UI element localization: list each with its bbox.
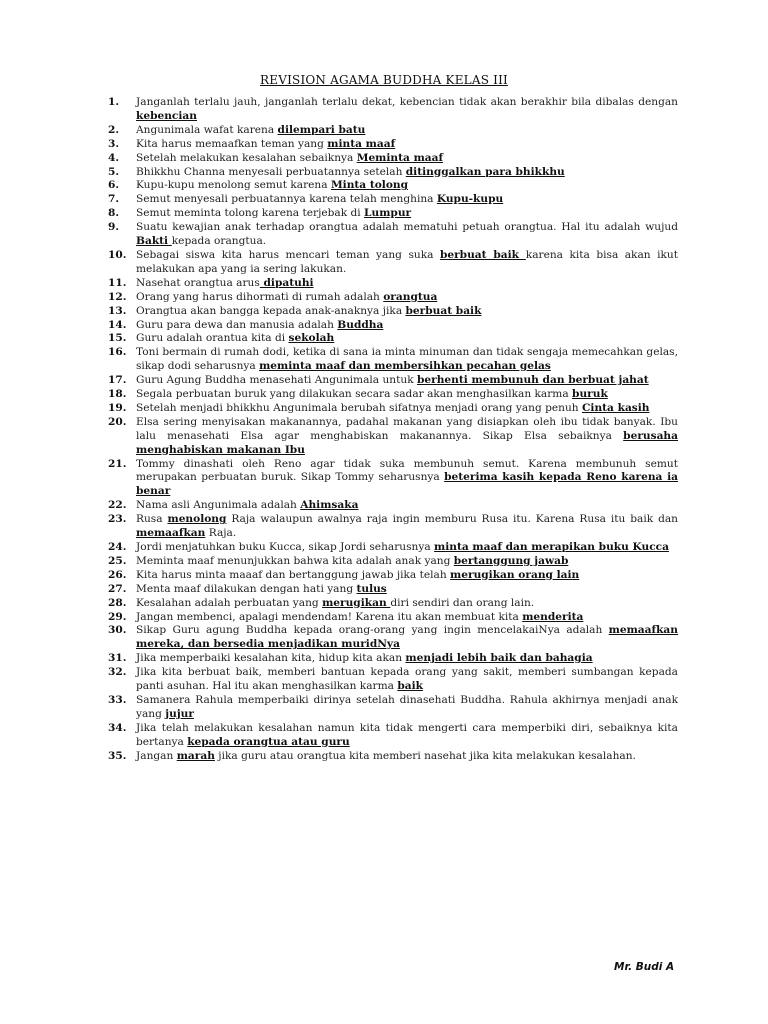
question-continuation: diri sendiri dan orang lain.: [390, 596, 535, 609]
answer-text: berbuat baik: [439, 248, 526, 261]
list-item: [108, 152, 678, 166]
question-continuation: karena kita bisa akan ikut melakukan apa yang ia sering lakukan.: [136, 248, 678, 275]
question-number: 24.: [108, 541, 127, 553]
question-number: 23.: [108, 513, 127, 526]
question-text: [136, 458, 678, 500]
question-prompt: Orangtua akan bangga kepada anak-anaknya jika: [136, 304, 406, 317]
question-text: [136, 207, 678, 221]
question-prompt: Kesalahan adalah perbuatan yang: [136, 596, 323, 609]
question-prompt: Guru para dewa dan manusia adalah: [136, 318, 338, 331]
question-text: [136, 611, 678, 625]
question-text: [136, 319, 678, 333]
question-number: 30.: [108, 624, 127, 637]
question-number: 31.: [108, 652, 127, 665]
question-continuation: jika guru atau orangtua kita memberi nasehat jika kita melakukan kesalahan.: [214, 749, 636, 762]
list-item: [108, 388, 678, 402]
question-number: 2.: [108, 123, 120, 136]
answer-text: baik: [397, 680, 423, 693]
answer-text: minta maaf dan merapikan buku Kucca: [434, 541, 669, 553]
question-number: 19.: [108, 401, 127, 414]
question-number: 29.: [108, 610, 127, 623]
answer-text: ditinggalkan para bhikkhu: [405, 165, 565, 178]
question-continuation: kepada orangtua.: [171, 235, 267, 248]
question-prompt: Nama asli Angunimala adalah: [136, 499, 301, 512]
answer-text: Lumpur: [364, 207, 412, 220]
question-text: [136, 221, 678, 249]
answer-text: Buddha: [337, 318, 384, 331]
question-prompt: Jordi menjatuhkan buku Kucca, sikap Jordi seharusnya: [136, 541, 435, 553]
question-text: [136, 166, 678, 180]
list-item: [108, 207, 678, 221]
author-signature: Mr. Budi A: [614, 961, 675, 973]
answer-text: Kupu-kupu: [436, 193, 504, 206]
question-number: 11.: [108, 276, 127, 289]
list-item: [108, 750, 678, 764]
answer-text: sekolah: [288, 332, 335, 345]
question-text: [136, 416, 678, 458]
question-text: [136, 499, 678, 513]
answer-text: kepada orangtua atau guru: [187, 735, 350, 748]
question-text: [136, 388, 678, 402]
list-item: [108, 416, 678, 458]
question-number: 16.: [108, 346, 127, 359]
question-number: 14.: [108, 318, 127, 331]
list-item: [108, 555, 678, 569]
list-item: [108, 319, 678, 333]
question-prompt: Sikap Guru agung Buddha kepada orang-orang yang ingin mencelakaiNya adalah: [136, 624, 609, 637]
answer-text: berusaha menghabiskan makanan Ibu: [136, 429, 678, 456]
question-prompt: Janganlah terlalu jauh, janganlah terlalu dekat, kebencian tidak akan berakhir bila dibalas dengan: [136, 96, 678, 108]
answer-text: Meminta maaf: [356, 151, 444, 164]
question-text: [136, 124, 678, 138]
question-prompt: Nasehat orangtua arus: [136, 276, 260, 289]
list-item: [108, 179, 678, 193]
list-item: [108, 458, 678, 500]
question-number: 28.: [108, 596, 127, 609]
question-prompt: Bhikkhu Channa menyesali perbuatannya setelah: [136, 165, 406, 178]
question-text: [136, 666, 678, 694]
answer-text: tulus: [356, 582, 387, 595]
list-item: [108, 277, 678, 291]
question-text: [136, 152, 678, 166]
question-text: [136, 249, 678, 277]
question-number: 4.: [108, 151, 120, 164]
question-prompt: Samanera Rahula memperbaiki dirinya setelah dinasehati Buddha. Rahula akhirnya menjadi anak yang: [136, 693, 678, 720]
list-item: [108, 652, 678, 666]
answer-text: kebencian: [136, 109, 197, 122]
question-prompt: Sebagai siswa kita harus mencari teman yang suka: [136, 248, 440, 261]
question-text: [136, 179, 678, 193]
question-number: 8.: [108, 207, 120, 220]
question-prompt: Menta maaf dilakukan dengan hati yang: [136, 582, 357, 595]
answer-text: meminta maaf dan membersihkan pecahan gelas: [259, 360, 551, 373]
answer-text: buruk: [572, 388, 608, 401]
answer-text: memaafkan: [136, 527, 206, 540]
question-prompt: Setelah melakukan kesalahan sebaiknya: [136, 151, 357, 164]
answer-text: Ahimsaka: [300, 499, 359, 512]
question-prompt: Guru Agung Buddha menasehati Angunimala untuk: [136, 374, 417, 387]
question-prompt: Kita harus minta maaaf dan bertanggung jawab jika telah: [136, 568, 451, 581]
list-item: [108, 499, 678, 513]
answer-text: jujur: [165, 707, 194, 720]
list-item: [108, 569, 678, 583]
question-number: 27.: [108, 582, 127, 595]
question-text: [136, 374, 678, 388]
document-title: REVISION AGAMA BUDDHA KELAS III: [260, 73, 508, 87]
answer-text: Bakti: [136, 235, 172, 248]
question-prompt: Meminta maaf menunjukkan bahwa kita adalah anak yang: [136, 554, 454, 567]
answer-text: menderita: [522, 610, 584, 623]
question-continuation: Raja walaupun awalnya raja ingin memburu Rusa itu. Karena Rusa itu baik dan: [226, 513, 679, 526]
question-number: 5.: [108, 165, 120, 178]
list-item: [108, 583, 678, 597]
question-list: [108, 96, 678, 764]
question-prompt: Tommy dinashati oleh Reno agar tidak suka membunuh semut. Karena membunuh semut merupakan perbuatan buruk. Sikap Tommy seharusnya: [136, 457, 678, 484]
question-number: 15.: [108, 332, 127, 345]
question-number: 22.: [108, 499, 127, 512]
question-prompt: Segala perbuatan buruk yang dilakukan secara sadar akan menghasilkan karma: [136, 388, 573, 401]
question-text: [136, 305, 678, 319]
question-prompt: Jika memperbaiki kesalahan kita, hidup kita akan: [136, 652, 406, 665]
list-item: [108, 221, 678, 249]
answer-text: memaafkan mereka, dan bersedia menjadikan muridNya: [136, 624, 678, 651]
question-number: 13.: [108, 304, 127, 317]
answer-text: menolong: [167, 513, 227, 526]
question-number: 32.: [108, 666, 127, 679]
question-text: [136, 193, 678, 207]
answer-text: orangtua: [383, 290, 438, 303]
question-prompt: Semut menyesali perbuatannya karena telah menghina: [136, 193, 437, 206]
question-number: 17.: [108, 374, 127, 387]
list-item: [108, 249, 678, 277]
list-item: [108, 96, 678, 124]
question-number: 6.: [108, 179, 120, 192]
question-text: [136, 96, 678, 124]
question-text: [136, 541, 678, 555]
question-number: 10.: [108, 248, 127, 261]
answer-text: menjadi lebih baik dan bahagia: [405, 652, 593, 665]
list-item: [108, 666, 678, 694]
list-item: [108, 722, 678, 750]
answer-text: bertanggung jawab: [453, 554, 569, 567]
question-text: [136, 555, 678, 569]
answer-text: marah: [176, 749, 215, 762]
question-number: 34.: [108, 721, 127, 734]
answer-text: Cinta kasih: [582, 401, 650, 414]
answer-text: dipatuhi: [259, 276, 314, 289]
answer-text: dilempari batu: [277, 123, 366, 136]
list-item: [108, 138, 678, 152]
list-item: [108, 694, 678, 722]
question-number: 7.: [108, 193, 120, 206]
list-item: [108, 332, 678, 346]
question-prompt: Suatu kewajian anak terhadap orangtua adalah mematuhi petuah orangtua. Hal itu adalah wujud: [136, 221, 678, 234]
answer-text: berbuat baik: [405, 304, 482, 317]
question-number: 12.: [108, 290, 127, 303]
question-text: [136, 624, 678, 652]
question-prompt: Elsa sering menyisakan makanannya, padahal makanan yang disiapkan oleh ibu tidak banyak. Ibu lalu menasehati Elsa agar menghabiskan makanannya. Sikap Elsa sebaiknya: [136, 415, 678, 442]
question-prompt: Jika kita berbuat baik, memberi bantuan kepada orang yang sakit, memberi sumbangan kepada panti asuhan. Hal itu akan menghasilkan karma: [136, 666, 678, 693]
list-item: [108, 291, 678, 305]
answer-text: minta maaf: [327, 137, 396, 150]
question-text: [136, 569, 678, 583]
list-item: [108, 346, 678, 374]
question-prompt: Setelah menjadi bhikkhu Angunimala berubah sifatnya menjadi orang yang penuh: [136, 401, 582, 414]
list-item: [108, 597, 678, 611]
answer-text: merugikan orang lain: [450, 568, 580, 581]
question-number: 33.: [108, 693, 127, 706]
answer-text: berhenti membunuh dan berbuat jahat: [417, 374, 649, 387]
list-item: [108, 541, 678, 555]
answer-text: Minta tolong: [330, 179, 408, 192]
list-item: [108, 374, 678, 388]
question-number: 9.: [108, 221, 120, 234]
question-continuation: Raja.: [205, 527, 237, 540]
list-item: [108, 513, 678, 541]
question-prompt: Jangan membenci, apalagi mendendam! Karena itu akan membuat kita: [136, 610, 523, 623]
question-prompt: Toni bermain di rumah dodi, ketika di sana ia minta minuman dan tidak sengaja memecahkan gelas, sikap dodi seharusnya: [136, 346, 678, 373]
question-text: [136, 597, 678, 611]
question-text: [136, 277, 678, 291]
list-item: [108, 624, 678, 652]
question-prompt: Jika telah melakukan kesalahan namun kita tidak mengerti cara memperbiki diri, sebaiknya kita bertanya: [136, 721, 678, 748]
question-number: 1.: [108, 96, 120, 108]
question-text: [136, 291, 678, 305]
question-text: [136, 346, 678, 374]
question-text: [136, 652, 678, 666]
question-text: [136, 332, 678, 346]
question-number: 26.: [108, 568, 127, 581]
question-prompt: Semut meminta tolong karena terjebak di: [136, 207, 365, 220]
question-text: [136, 138, 678, 152]
question-prompt: Kita harus memaafkan teman yang: [136, 137, 328, 150]
question-prompt: Angunimala wafat karena: [136, 123, 278, 136]
answer-text: beterima kasih kepada Reno karena ia benar: [136, 471, 679, 498]
list-item: [108, 305, 678, 319]
question-number: 20.: [108, 415, 127, 428]
answer-text: merugikan: [322, 596, 391, 609]
question-prompt: Orang yang harus dihormati di rumah adalah: [136, 290, 384, 303]
question-text: [136, 513, 678, 541]
question-text: [136, 694, 678, 722]
question-text: [136, 722, 678, 750]
question-text: [136, 750, 678, 764]
list-item: [108, 124, 678, 138]
question-prompt: Rusa: [136, 513, 168, 526]
list-item: [108, 611, 678, 625]
list-item: [108, 166, 678, 180]
question-text: [136, 402, 678, 416]
question-number: 18.: [108, 388, 127, 401]
list-item: [108, 193, 678, 207]
question-prompt: Guru adalah orantua kita di: [136, 332, 289, 345]
question-text: [136, 583, 678, 597]
question-prompt: Jangan: [136, 749, 177, 762]
list-item: [108, 402, 678, 416]
question-prompt: Kupu-kupu menolong semut karena: [136, 179, 331, 192]
question-number: 3.: [108, 137, 120, 150]
question-number: 21.: [108, 457, 127, 470]
question-number: 35.: [108, 749, 127, 762]
question-number: 25.: [108, 554, 127, 567]
